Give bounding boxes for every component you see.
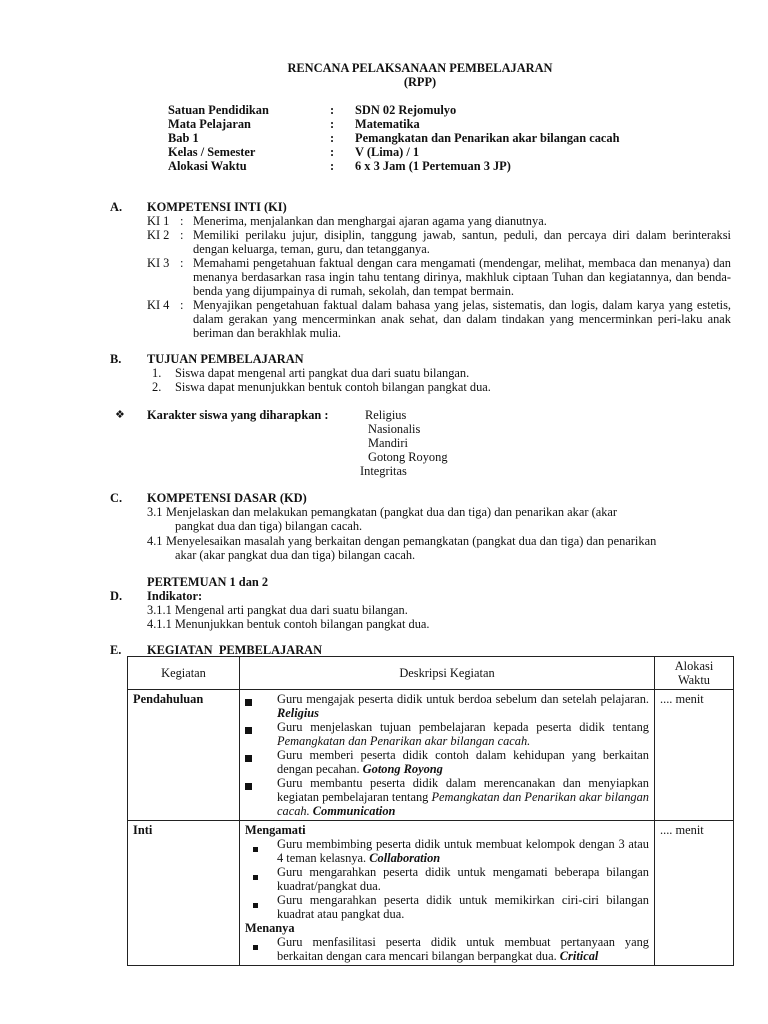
identity-sep: : (330, 131, 335, 145)
small-square-bullet-icon (253, 945, 258, 950)
karakter-value: Gotong Royong (368, 450, 448, 464)
subheading: Mengamati (245, 823, 306, 837)
section-letter: E. (110, 643, 122, 657)
indikator-item: 4.1.1 Menunjukkan bentuk contoh bilangan pangkat dua. (147, 617, 430, 631)
section-letter: B. (110, 352, 122, 366)
ki-text: Memahami pengetahuan faktual dengan cara mengamati (mendengar, melihat, membaca dan menanya) dan menanya berdasarkan rasa ingin tahu tentang dirinya, makhluk ciptaan Tuhan dan kegiatannya, dan benda-benda yang dijumpainya di rumah, sekolah, dan tempat bermain. (193, 256, 731, 298)
alokasi-cell: .... menit (655, 690, 734, 821)
identity-sep: : (330, 103, 335, 117)
list-item (245, 720, 649, 748)
square-bullet-icon (245, 755, 252, 762)
identity-label: Bab 1 (168, 131, 199, 145)
ki-code: KI 1 (147, 214, 170, 228)
small-square-bullet-icon (253, 903, 258, 908)
character-tag: Gotong Royong (362, 762, 443, 776)
list-item (245, 935, 649, 963)
subheading: Menanya (245, 921, 295, 935)
identity-label: Alokasi Waktu (168, 159, 247, 173)
column-header: Kegiatan (128, 657, 240, 690)
diamond-bullet-icon: ❖ (115, 408, 125, 421)
identity-value: Matematika (355, 117, 420, 131)
section-letter: A. (110, 200, 123, 214)
section-letter: D. (110, 589, 123, 603)
item-text: Guru menfasilitasi peserta didik untuk membuat pertanyaan yang berkaitan dengan cara mencari bilangan berpangkat dua. (277, 935, 649, 963)
item-text: Guru menjelaskan tujuan pembelajaran kepada peserta didik tentang (277, 720, 649, 734)
topic-text: Pemangkatan dan Penarikan akar bilangan cacah. (277, 790, 649, 818)
column-header: Deskripsi Kegiatan (240, 657, 655, 690)
list-num: 1. (152, 366, 162, 380)
identity-value: 6 x 3 Jam (1 Pertemuan 3 JP) (355, 159, 511, 173)
character-tag: Critical (559, 949, 599, 963)
ki-text: Menyajikan pengetahuan faktual dalam bahasa yang jelas, sistematis, dan logis, dalam karya yang estetis, dalam gerakan yang mencerminkan anak sehat, dan dalam tindakan yang mencerminkan peri-laku anak beriman dan berakhlak mulia. (193, 298, 731, 340)
list-item (245, 893, 649, 921)
karakter-value: Integritas (360, 464, 407, 478)
kd-text-cont: pangkat dua dan tiga) bilangan cacah. (175, 519, 363, 533)
character-tag: Religius (277, 706, 319, 720)
section-title: KOMPETENSI INTI (KI) (147, 200, 287, 214)
kd-num: 3.1 (147, 505, 163, 519)
table-header-row (128, 657, 734, 690)
list-item (245, 748, 649, 776)
square-bullet-icon (245, 699, 252, 706)
ki-code: KI 4 (147, 298, 170, 312)
item-text: Guru membantu peserta didik dalam merencanakan dan menyiapkan kegiatan pembelajaran tentang (277, 776, 649, 804)
column-header: Alokasi Waktu (655, 657, 734, 690)
identity-sep: : (330, 145, 335, 159)
item-text: Guru mengarahkan peserta didik untuk memikirkan ciri-ciri bilangan kuadrat atau pangkat dua. (277, 893, 649, 921)
page-subtitle: (RPP) (403, 75, 437, 89)
ki-sep: : (180, 214, 184, 228)
kd-text: Menjelaskan dan melakukan pemangkatan (pangkat dua dan tiga) dan penarikan akar (akar (166, 505, 618, 519)
karakter-value: Nasionalis (368, 422, 421, 436)
section-title: KOMPETENSI DASAR (KD) (147, 491, 307, 505)
ki-sep: : (180, 256, 184, 270)
square-bullet-icon (245, 783, 252, 790)
section-title: KEGIATAN PEMBELAJARAN (147, 643, 323, 657)
identity-sep: : (330, 117, 335, 131)
section-title: Indikator: (147, 589, 203, 603)
section-title: TUJUAN PEMBELAJARAN (147, 352, 304, 366)
list-item: Siswa dapat menunjukkan bentuk contoh bilangan pangkat dua. (175, 380, 491, 394)
small-square-bullet-icon (253, 847, 258, 852)
list-item: Siswa dapat mengenal arti pangkat dua dari suatu bilangan. (175, 366, 470, 380)
kd-text: Menyelesaikan masalah yang berkaitan dengan pemangkatan (pangkat dua dan tiga) dan penarikan (166, 534, 657, 548)
identity-label: Satuan Pendidikan (168, 103, 269, 117)
identity-sep: : (330, 159, 335, 173)
ki-code: KI 2 (147, 228, 170, 242)
identity-label: Kelas / Semester (168, 145, 256, 159)
identity-value: SDN 02 Rejomulyo (355, 103, 457, 117)
list-num: 2. (152, 380, 162, 394)
item-text: Guru mengajak peserta didik untuk berdoa sebelum dan setelah pelajaran. (277, 692, 649, 706)
item-text: Guru membimbing peserta didik untuk membuat kelompok dengan 3 atau 4 teman kelasnya. (277, 837, 649, 865)
small-square-bullet-icon (253, 875, 258, 880)
kegiatan-table (127, 656, 734, 966)
list-item (245, 776, 649, 818)
ki-text: Memiliki perilaku jujur, disiplin, tanggung jawab, santun, peduli, dan percaya diri dalam berinteraksi dengan keluarga, teman, guru, dan tetangganya. (193, 228, 731, 256)
section-letter: C. (110, 491, 123, 505)
list-item (245, 692, 649, 720)
karakter-label: Karakter siswa yang diharapkan : (147, 408, 329, 422)
table-row (128, 690, 734, 821)
indikator-item: 3.1.1 Mengenal arti pangkat dua dari suatu bilangan. (147, 603, 408, 617)
pertemuan-heading: PERTEMUAN 1 dan 2 (147, 575, 269, 589)
identity-value: Pemangkatan dan Penarikan akar bilangan cacah (355, 131, 620, 145)
kd-text-cont: akar (akar pangkat dua dan tiga) bilangan cacah. (175, 548, 416, 562)
item-text: Guru memberi peserta didik contoh dalam kehidupan yang berkaitan dengan pecahan. (277, 748, 649, 776)
ki-sep: : (180, 228, 184, 242)
ki-sep: : (180, 298, 184, 312)
identity-label: Mata Pelajaran (168, 117, 251, 131)
square-bullet-icon (245, 727, 252, 734)
ki-code: KI 3 (147, 256, 170, 270)
ki-text: Menerima, menjalankan dan menghargai ajaran agama yang dianutnya. (193, 214, 547, 228)
character-tag: Communication (312, 804, 396, 818)
kd-num: 4.1 (147, 534, 163, 548)
kegiatan-name: Pendahuluan (128, 690, 240, 821)
list-item (245, 837, 649, 865)
page-title: RENCANA PELAKSANAAN PEMBELAJARAN (287, 61, 553, 75)
topic-text: Pemangkatan dan Penarikan akar bilangan cacah. (277, 734, 531, 748)
kegiatan-name: Inti (128, 821, 240, 966)
deskripsi-cell (240, 690, 655, 821)
karakter-value: Religius (365, 408, 407, 422)
alokasi-cell: .... menit (655, 821, 734, 966)
item-text: Guru mengarahkan peserta didik untuk mengamati beberapa bilangan kuadrat/pangkat dua. (277, 865, 649, 893)
identity-value: V (Lima) / 1 (355, 145, 420, 159)
karakter-value: Mandiri (368, 436, 408, 450)
list-item (245, 865, 649, 893)
deskripsi-cell (240, 821, 655, 966)
table-row (128, 821, 734, 966)
character-tag: Collaboration (369, 851, 441, 865)
